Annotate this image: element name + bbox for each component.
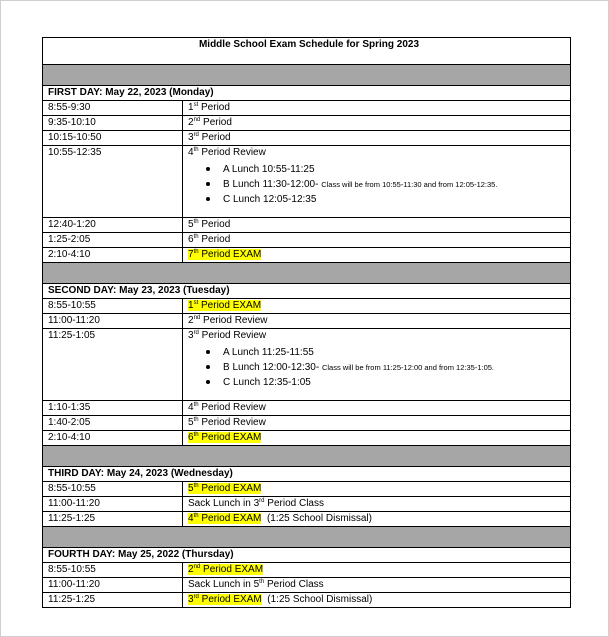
lunch-note: Class will be from 10:55-11:30 and from 12:05-12:35. xyxy=(321,180,498,189)
activity-text: Period xyxy=(198,219,231,230)
ordinal-suffix: th xyxy=(193,513,199,519)
table-row xyxy=(43,431,571,446)
activity-cell xyxy=(183,578,571,593)
time-cell: 12:40-1:20 xyxy=(43,218,183,233)
table-row xyxy=(43,116,571,131)
dismissal-note: (1:25 School Dismissal) xyxy=(261,594,373,605)
lunch-list xyxy=(188,345,570,390)
ordinal-suffix: rd xyxy=(193,132,199,138)
period-number: 6 xyxy=(188,432,194,443)
activity-text: Period Class xyxy=(264,498,324,509)
activity-prefix: Sack Lunch in 5 xyxy=(188,579,260,590)
bullet-icon xyxy=(206,182,210,186)
ordinal-suffix: nd xyxy=(193,117,201,123)
time-cell: 9:35-10:10 xyxy=(43,116,183,131)
period-number: 2 xyxy=(188,564,194,575)
day-header: THIRD DAY: May 24, 2023 (Wednesday) xyxy=(43,467,571,482)
ordinal-suffix: th xyxy=(193,249,199,255)
bullet-icon xyxy=(206,380,210,384)
exam-highlight xyxy=(188,483,261,494)
time-cell: 11:25-1:05 xyxy=(43,329,183,401)
activity-cell xyxy=(183,101,571,116)
table-row xyxy=(43,578,571,593)
table-row xyxy=(43,593,571,608)
dismissal-note: (1:25 School Dismissal) xyxy=(261,513,372,524)
time-cell: 11:00-11:20 xyxy=(43,578,183,593)
ordinal-suffix: th xyxy=(193,417,199,423)
ordinal-suffix: th xyxy=(193,147,199,153)
activity-cell xyxy=(183,131,571,146)
bullet-icon xyxy=(206,365,210,369)
time-cell: 8:55-10:55 xyxy=(43,563,183,578)
period-number: 5 xyxy=(188,417,194,428)
activity-cell xyxy=(183,401,571,416)
time-cell: 11:25-1:25 xyxy=(43,593,183,608)
activity-text: Period Review xyxy=(198,417,266,428)
activity-cell xyxy=(183,233,571,248)
activity-text: Period EXAM xyxy=(198,513,262,524)
table-row xyxy=(43,299,571,314)
ordinal-suffix: st xyxy=(193,300,199,306)
ordinal-suffix: th xyxy=(193,432,199,438)
table-row xyxy=(43,401,571,416)
activity-cell xyxy=(183,146,571,218)
activity-text: Period xyxy=(200,117,232,128)
table-row xyxy=(43,482,571,497)
period-number: 4 xyxy=(188,402,194,413)
day-header-row xyxy=(43,284,571,299)
bullet-icon xyxy=(206,350,210,354)
activity-text: Period xyxy=(198,132,231,143)
time-cell: 2:10-4:10 xyxy=(43,248,183,263)
separator-bar xyxy=(43,527,571,548)
activity-text: Period xyxy=(198,234,231,245)
activity-text: Period EXAM xyxy=(200,564,264,575)
activity-prefix: Sack Lunch in 3 xyxy=(188,498,260,509)
bullet-icon xyxy=(206,197,210,201)
ordinal-suffix: nd xyxy=(193,564,201,570)
activity-text: Period EXAM xyxy=(198,249,262,260)
activity-cell xyxy=(183,299,571,314)
table-row xyxy=(43,233,571,248)
period-number: 1 xyxy=(188,300,194,311)
lunch-item xyxy=(223,192,570,207)
table-row xyxy=(43,563,571,578)
exam-highlight xyxy=(188,594,262,605)
period-number: 5 xyxy=(188,219,194,230)
lunch-item xyxy=(223,360,570,375)
activity-cell xyxy=(183,116,571,131)
time-cell: 11:00-11:20 xyxy=(43,497,183,512)
exam-highlight xyxy=(188,432,261,443)
lunch-text: B Lunch 11:30-12:00- xyxy=(223,179,322,190)
activity-text: Period Review xyxy=(198,402,266,413)
activity-text: Period EXAM xyxy=(198,594,262,605)
separator-bar xyxy=(43,446,571,467)
ordinal-suffix: st xyxy=(193,102,199,108)
activity-text: Period EXAM xyxy=(198,483,262,494)
table-row xyxy=(43,512,571,527)
activity-text: Period xyxy=(198,102,230,113)
activity-text: Period Review xyxy=(200,315,268,326)
table-row xyxy=(43,497,571,512)
activity-cell xyxy=(183,512,571,527)
exam-highlight xyxy=(188,564,263,575)
period-number: 6 xyxy=(188,234,194,245)
time-cell: 8:55-10:55 xyxy=(43,299,183,314)
activity-cell xyxy=(183,248,571,263)
ordinal-suffix: rd xyxy=(259,498,265,504)
time-cell: 1:25-2:05 xyxy=(43,233,183,248)
time-cell: 2:10-4:10 xyxy=(43,431,183,446)
lunch-item xyxy=(223,345,570,360)
period-number: 5 xyxy=(188,483,194,494)
ordinal-suffix: th xyxy=(193,483,199,489)
exam-schedule-table xyxy=(42,37,571,608)
lunch-item xyxy=(223,162,570,177)
table-row xyxy=(43,314,571,329)
ordinal-suffix: rd xyxy=(193,330,199,336)
separator-bar xyxy=(43,65,571,86)
activity-cell xyxy=(183,329,571,401)
period-number: 4 xyxy=(188,147,194,158)
time-cell: 8:55-10:55 xyxy=(43,482,183,497)
exam-highlight xyxy=(188,300,261,311)
ordinal-suffix: th xyxy=(193,219,199,225)
bullet-icon xyxy=(206,167,210,171)
period-number: 7 xyxy=(188,249,194,260)
time-cell: 10:55-12:35 xyxy=(43,146,183,218)
page-title: Middle School Exam Schedule for Spring 2023 xyxy=(43,38,571,65)
activity-text: Period Review xyxy=(198,147,266,158)
table-row xyxy=(43,218,571,233)
activity-cell xyxy=(183,416,571,431)
period-number: 1 xyxy=(188,102,194,113)
exam-highlight xyxy=(188,249,261,260)
activity-cell xyxy=(183,314,571,329)
period-number: 3 xyxy=(188,330,194,341)
ordinal-suffix: th xyxy=(193,234,199,240)
period-number: 3 xyxy=(188,132,194,143)
table-row xyxy=(43,248,571,263)
day-header: FIRST DAY: May 22, 2023 (Monday) xyxy=(43,86,571,101)
lunch-item xyxy=(223,375,570,390)
activity-text: Period EXAM xyxy=(198,300,262,311)
table-row xyxy=(43,101,571,116)
separator-row xyxy=(43,263,571,284)
table-row xyxy=(43,416,571,431)
time-cell: 11:00-11:20 xyxy=(43,314,183,329)
title-row xyxy=(43,38,571,65)
time-cell: 1:40-2:05 xyxy=(43,416,183,431)
period-number: 3 xyxy=(188,594,194,605)
ordinal-suffix: rd xyxy=(193,594,199,600)
separator-row xyxy=(43,527,571,548)
time-cell: 11:25-1:25 xyxy=(43,512,183,527)
activity-cell xyxy=(183,431,571,446)
lunch-text: A Lunch 10:55-11:25 xyxy=(223,164,315,175)
ordinal-suffix: th xyxy=(259,579,265,585)
lunch-text: B Lunch 12:00-12:30- xyxy=(223,362,322,373)
day-header-row xyxy=(43,467,571,482)
lunch-text: C Lunch 12:35-1:05 xyxy=(223,377,311,388)
period-number: 2 xyxy=(188,117,194,128)
activity-text: Period EXAM xyxy=(198,432,262,443)
time-cell: 8:55-9:30 xyxy=(43,101,183,116)
time-cell: 1:10-1:35 xyxy=(43,401,183,416)
ordinal-suffix: th xyxy=(193,402,199,408)
day-header: FOURTH DAY: May 25, 2022 (Thursday) xyxy=(43,548,571,563)
activity-cell xyxy=(183,482,571,497)
table-row xyxy=(43,146,571,218)
activity-cell xyxy=(183,593,571,608)
exam-highlight xyxy=(188,513,261,524)
day-header-row xyxy=(43,86,571,101)
period-number: 4 xyxy=(188,513,194,524)
separator-row xyxy=(43,446,571,467)
activity-text: Period Review xyxy=(198,330,267,341)
time-cell: 10:15-10:50 xyxy=(43,131,183,146)
table-row xyxy=(43,131,571,146)
day-header-row xyxy=(43,548,571,563)
separator-row xyxy=(43,65,571,86)
lunch-text: C Lunch 12:05-12:35 xyxy=(223,194,317,205)
lunch-item xyxy=(223,177,570,192)
lunch-text: A Lunch 11:25-11:55 xyxy=(223,347,314,358)
activity-text: Period Class xyxy=(264,579,324,590)
period-number: 2 xyxy=(188,315,194,326)
lunch-list xyxy=(188,162,570,207)
day-header: SECOND DAY: May 23, 2023 (Tuesday) xyxy=(43,284,571,299)
separator-bar xyxy=(43,263,571,284)
activity-cell xyxy=(183,218,571,233)
activity-cell xyxy=(183,497,571,512)
lunch-note: Class will be from 11:25-12:00 and from 12:35-1:05. xyxy=(321,363,495,372)
ordinal-suffix: nd xyxy=(193,315,201,321)
activity-cell xyxy=(183,563,571,578)
table-row xyxy=(43,329,571,401)
